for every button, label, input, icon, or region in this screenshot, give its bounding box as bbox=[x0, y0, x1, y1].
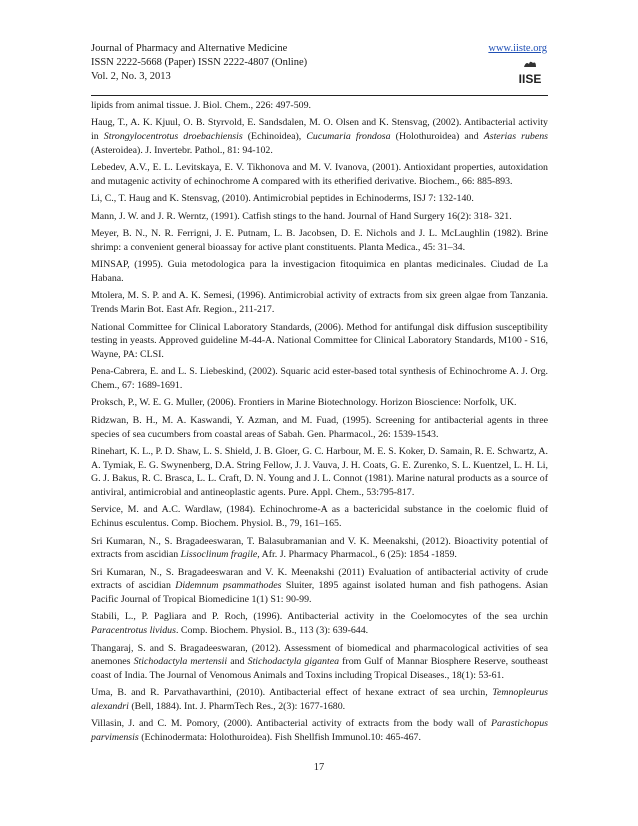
issn-line: ISSN 2222-5668 (Paper) ISSN 2222-4807 (Online) bbox=[91, 56, 308, 68]
iiste-logo bbox=[515, 59, 545, 89]
reference-entry bbox=[91, 210, 548, 224]
journal-title: Journal of Pharmacy and Alternative Medicine bbox=[91, 43, 288, 54]
reference-text: Proksch, P., W. E. G. Muller, (2006). Frontiers in Marine Biotechnology. Horizon Bioscience: Norfolk, UK. bbox=[91, 397, 517, 409]
reference-text: Mann, J. W. and J. R. Werntz, (1991). Catfish stings to the hand. Journal of Hand Surgery 16(2): 318- 321. bbox=[91, 210, 512, 222]
reference-list bbox=[91, 99, 548, 749]
journal-url-link[interactable]: www.iiste.org bbox=[488, 43, 547, 54]
reference-entry bbox=[91, 396, 548, 410]
reference-entry bbox=[91, 227, 548, 254]
reference-text: Sluiter, 1895 against isolated human and fish pathogens. Asian Pacific Journal of Tropical Biomedicine 1(1) S1: 90-99. bbox=[91, 580, 548, 605]
reference-species-name: Parastichopus parvimensis bbox=[91, 718, 548, 744]
reference-entry bbox=[91, 192, 548, 206]
reference-text: (Echinodermata: Holothuroidea). Fish Shellfish Immunol.10: 465-467. bbox=[138, 732, 421, 744]
reference-species-name: Stichodactyla gigantea bbox=[247, 656, 340, 668]
reference-species-name: Asterias rubens bbox=[483, 131, 549, 143]
reference-entry bbox=[91, 503, 548, 530]
reference-text: National Committee for Clinical Laboratory Standards, (2006). Method for antifungal disk diffusion susceptibility testing in yeasts. Approved guideline M-44-A. National Committee for Clinical Laboratory Standards, M100 - S16, Wayne, PA: CLSI. bbox=[91, 321, 548, 360]
reference-text: (Holothuroidea) and bbox=[390, 131, 484, 143]
reference-text: Stabili, L., P. Pagliara and P. Roch, (1996). Antibacterial activity in the Coelomocytes of the sea urchin bbox=[91, 611, 548, 623]
reference-entry bbox=[91, 289, 548, 316]
reference-text: Pena-Cabrera, E. and L. S. Liebeskind, (2002). Squaric acid ester-based total synthesis of Echinochrome A. J. Org. Chem., 67: 1689-1691. bbox=[91, 366, 548, 391]
reference-entry bbox=[91, 321, 548, 362]
reference-entry bbox=[91, 445, 548, 500]
reference-text: Uma, B. and R. Parvathavarthini, (2010). Antibacterial effect of hexane extract of sea urchin, bbox=[91, 687, 493, 699]
reference-text: Mtolera, M. S. P. and A. K. Semesi, (1996). Antimicrobial activity of extracts from six green algae from Tanzania. Trends Marin Bot. East Afr. Region., 211-217. bbox=[91, 290, 548, 316]
reference-species-name: Cucumaria frondosa bbox=[306, 131, 391, 143]
reference-species-name: Didemnum psammathodes bbox=[175, 580, 282, 592]
reference-entry bbox=[91, 610, 548, 637]
reference-text: lipids from animal tissue. J. Biol. Chem., 226: 497-509. bbox=[91, 100, 311, 111]
reference-text: and bbox=[227, 656, 248, 668]
reference-text: , Afr. J. Pharmacy Pharmacol., 6 (25): 1854 -1859. bbox=[257, 549, 457, 561]
reference-text: Sri Kumaran, N., S. Bragadeeswaran and V. K. Meenakshi (2011) Evaluation of antibacterial activity of crude extracts of ascidian bbox=[91, 566, 548, 592]
reference-entry bbox=[91, 258, 548, 285]
reference-text: Haug, T., A. K. Kjuul, O. B. Styrvold, E. Sandsdalen, M. O. Olsen and K. Stensvag, (2002). Antibacterial activity in bbox=[91, 117, 548, 143]
reference-species-name: Temnopleurus alexandri bbox=[91, 687, 548, 712]
reference-text: . Comp. Biochem. Physiol. B., 113 (3): 639-644. bbox=[175, 625, 369, 637]
reference-text: Ridzwan, B. H., M. A. Kaswandi, Y. Azman, and M. Fuad, (1995). Screening for antibacterial agents in three species of sea cucumbers from coastal areas of Sabah. Gen. Pharmacol., 26: 1539-1543. bbox=[91, 414, 548, 440]
reference-text: Thangaraj, S. and S. Bragadeeswaran, (2012). Assessment of biomedical and pharmacological activities of sea anemones bbox=[91, 642, 548, 668]
page-header bbox=[91, 42, 547, 86]
reference-entry bbox=[91, 566, 548, 607]
reference-entry bbox=[91, 717, 548, 744]
reference-text: Meyer, B. N., N. R. Ferrigni, J. E. Putnam, L. B. Jacobsen, D. E. Nichols and J. L. McLaughlin (1982). Brine shrimp: a convenient general bioassay for active plant constituents. Planta Medica., 45: 31–34. bbox=[91, 228, 548, 253]
reference-entry bbox=[91, 535, 548, 562]
reference-species-name: Paracentrotus lividus bbox=[91, 625, 176, 637]
reference-text: (Asteroidea). J. Invertebr. Pathol., 81: 94-102. bbox=[91, 144, 273, 156]
reference-species-name: Lissoclinum fragile bbox=[180, 549, 258, 561]
reference-text: Villasin, J. and C. M. Pomory, (2000). Antibacterial activity of extracts from the body wall of bbox=[91, 718, 491, 730]
header-divider bbox=[91, 95, 548, 96]
reference-text: MINSAP, (1995). Guia metodologica para la investigacion fitoquimica en plantas medicinales. Ciudad de La Habana. bbox=[91, 259, 548, 284]
reference-entry bbox=[91, 365, 548, 392]
reference-entry bbox=[91, 116, 548, 157]
reference-text: Sri Kumaran, N., S. Bragadeeswaran, T. Balasubramanian and V. K. Meenakshi, (2012). Bioactivity potential of extracts from ascidian bbox=[91, 535, 548, 561]
reference-text: Service, M. and A.C. Wardlaw, (1984). Echinochrome-A as a bactericidal substance in the coelomic fluid of Echinus esculentus. Comp. Biochem. Physiol. B., 79, 161–165. bbox=[91, 504, 548, 530]
reference-entry bbox=[91, 99, 548, 113]
reference-entry bbox=[91, 686, 548, 713]
reference-entry bbox=[91, 414, 548, 441]
reference-text: Lebedev, A.V., E. L. Levitskaya, E. V. Tikhonova and M. V. Ivanova, (2001). Antioxidant properties, autoxidation and mutagenic activity of echinochrome A compared with its etherified derivative. Biochem., 66: 885-893. bbox=[91, 162, 548, 187]
svg-text:IISE: IISE bbox=[518, 72, 542, 86]
reference-entry bbox=[91, 642, 548, 683]
reference-text: Rinehart, K. L., P. D. Shaw, L. S. Shield, J. B. Gloer, G. C. Harbour, M. E. S. Koker, D. Samain, R. E. Schwartz, A. A. Tymiak, E. G. Swynenberg, D.A. String Fellow, J. J. Vauva, J. H. Coats, G. E. Zurenko, S. L. Kuentzel, L. H. Li, G. J. Bakus, R. C. Brasca, L. L. Craft, D. N. Young and J. L. Connot (1981). Marine natural products as a source of antiviral, antimicrobial and antineoplastic agents. Pure. Appl. Chem., 53:795-817. bbox=[91, 446, 548, 498]
volume-line: Vol. 2, No. 3, 2013 bbox=[91, 70, 171, 82]
reference-text: Li, C., T. Haug and K. Stensvag, (2010). Antimicrobial peptides in Echinoderms, ISJ 7: 132-140. bbox=[91, 193, 474, 205]
reference-text: (Echinoidea), bbox=[242, 131, 307, 143]
reference-text: from Gulf of Mannar Biosphere Reserve, southeast coast of India. The Journal of Venomous Animals and Toxins including Tropical Diseases., 18(1): 53-61. bbox=[91, 656, 548, 681]
page-number: 17 bbox=[313, 762, 325, 773]
reference-entry bbox=[91, 161, 548, 188]
reference-species-name: Strongylocentrotus droebachiensis bbox=[103, 131, 243, 143]
reference-text: (Bell, 1884). Int. J. PharmTech Res., 2(3): 1677-1680. bbox=[128, 700, 346, 712]
reference-species-name: Stichodactyla mertensii bbox=[133, 656, 228, 668]
